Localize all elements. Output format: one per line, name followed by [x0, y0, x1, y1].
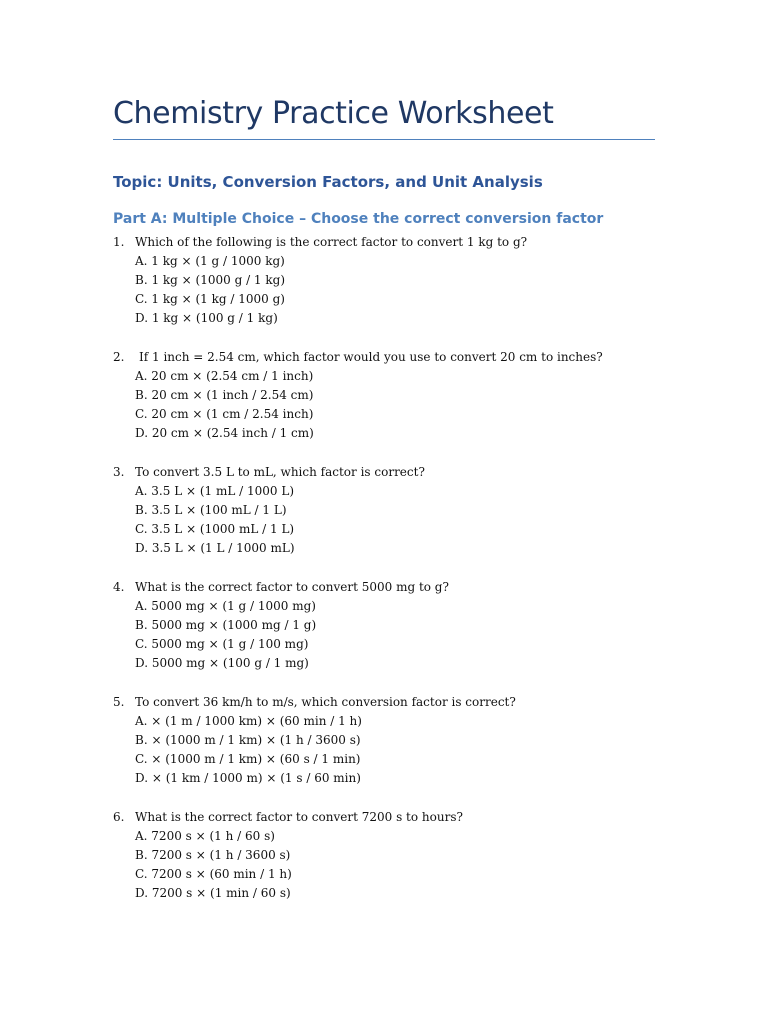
question-stem [113, 463, 658, 482]
question-number: 4. [113, 580, 125, 594]
question-list [113, 233, 658, 923]
question-text: What is the correct factor to convert 7200 s to hours? [135, 810, 463, 824]
answer-option: B. × (1000 m / 1 km) × (1 h / 3600 s) [135, 733, 361, 747]
answer-options [113, 252, 658, 328]
question-number: 3. [113, 465, 125, 479]
answer-option: A. 7200 s × (1 h / 60 s) [135, 829, 275, 843]
part-a-heading: Part A: Multiple Choice – Choose the correct conversion factor [113, 211, 604, 227]
answer-option: A. 20 cm × (2.54 cm / 1 inch) [135, 369, 314, 383]
answer-option: C. 1 kg × (1 kg / 1000 g) [135, 292, 285, 306]
answer-options [113, 482, 658, 558]
question-text: If 1 inch = 2.54 cm, which factor would you use to convert 20 cm to inches? [139, 350, 603, 364]
answer-options [113, 712, 658, 788]
question-number: 6. [113, 810, 125, 824]
answer-option: D. 5000 mg × (100 g / 1 mg) [135, 656, 309, 670]
question-number: 1. [113, 235, 125, 249]
answer-option: D. 3.5 L × (1 L / 1000 mL) [135, 541, 295, 555]
answer-option: C. 20 cm × (1 cm / 2.54 inch) [135, 407, 314, 421]
question-stem [113, 348, 658, 367]
page-title: Chemistry Practice Worksheet [113, 96, 554, 131]
question-number: 5. [113, 695, 125, 709]
answer-option: D. 7200 s × (1 min / 60 s) [135, 886, 291, 900]
question-item [113, 808, 658, 903]
answer-option: C. 5000 mg × (1 g / 100 mg) [135, 637, 309, 651]
question-item [113, 463, 658, 558]
question-stem [113, 693, 658, 712]
answer-option: A. × (1 m / 1000 km) × (60 min / 1 h) [135, 714, 362, 728]
answer-option: C. 7200 s × (60 min / 1 h) [135, 867, 292, 881]
question-text: To convert 36 km/h to m/s, which conversion factor is correct? [135, 695, 516, 709]
answer-option: B. 7200 s × (1 h / 3600 s) [135, 848, 291, 862]
answer-option: A. 3.5 L × (1 mL / 1000 L) [135, 484, 294, 498]
question-item [113, 693, 658, 788]
question-number: 2. [113, 350, 125, 364]
answer-option: D. × (1 km / 1000 m) × (1 s / 60 min) [135, 771, 361, 785]
answer-options [113, 597, 658, 673]
answer-option: C. 3.5 L × (1000 mL / 1 L) [135, 522, 295, 536]
question-text: What is the correct factor to convert 5000 mg to g? [135, 580, 449, 594]
question-text: Which of the following is the correct factor to convert 1 kg to g? [135, 235, 528, 249]
answer-option: B. 5000 mg × (1000 mg / 1 g) [135, 618, 317, 632]
answer-option: D. 1 kg × (100 g / 1 kg) [135, 311, 278, 325]
topic-heading: Topic: Units, Conversion Factors, and Unit Analysis [113, 173, 543, 191]
answer-option: D. 20 cm × (2.54 inch / 1 cm) [135, 426, 314, 440]
answer-options [113, 367, 658, 443]
question-item [113, 233, 658, 328]
question-stem [113, 233, 658, 252]
question-item [113, 348, 658, 443]
answer-option: A. 5000 mg × (1 g / 1000 mg) [135, 599, 316, 613]
title-underline-rule [113, 139, 655, 140]
answer-option: C. × (1000 m / 1 km) × (60 s / 1 min) [135, 752, 361, 766]
answer-option: B. 20 cm × (1 inch / 2.54 cm) [135, 388, 314, 402]
answer-option: B. 3.5 L × (100 mL / 1 L) [135, 503, 287, 517]
answer-option: B. 1 kg × (1000 g / 1 kg) [135, 273, 286, 287]
question-stem [113, 578, 658, 597]
answer-options [113, 827, 658, 903]
question-stem [113, 808, 658, 827]
question-item [113, 578, 658, 673]
question-text: To convert 3.5 L to mL, which factor is correct? [135, 465, 425, 479]
answer-option: A. 1 kg × (1 g / 1000 kg) [135, 254, 285, 268]
